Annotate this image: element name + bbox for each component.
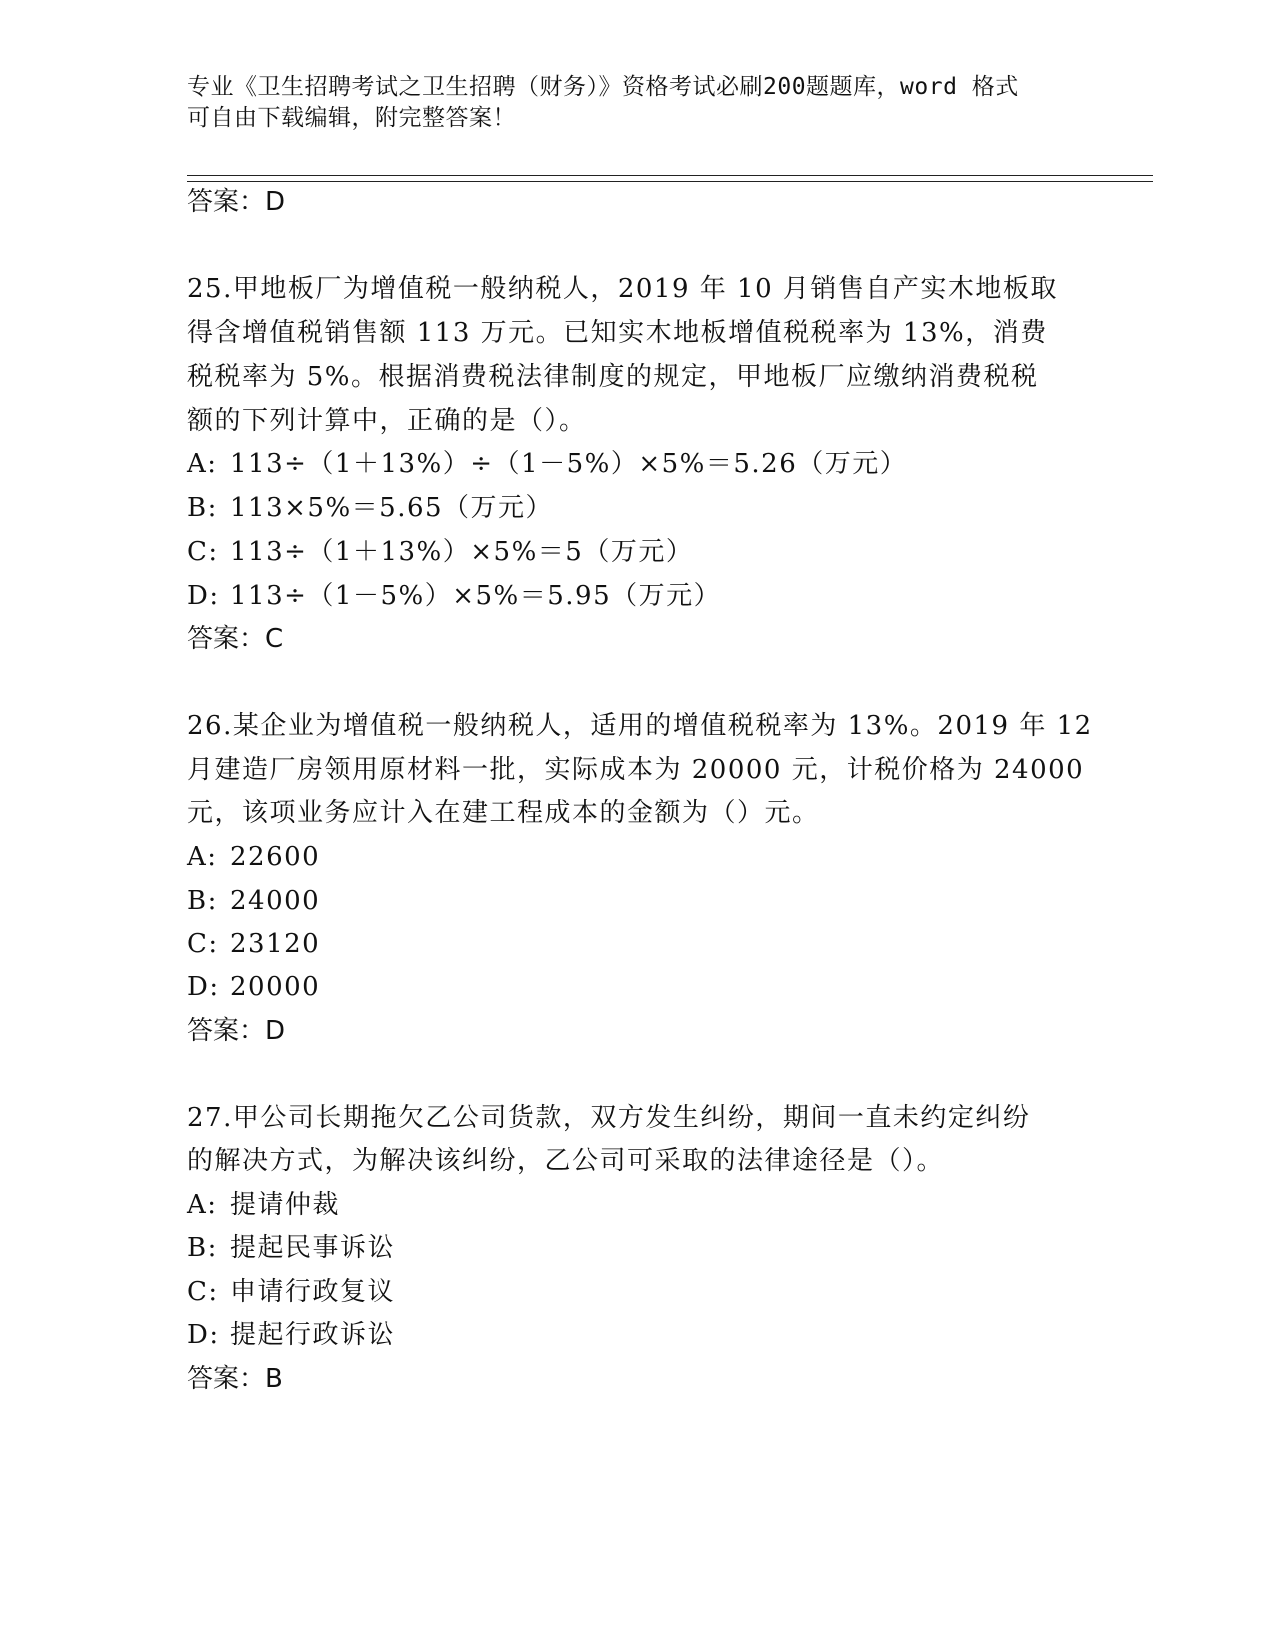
q27-option-b (187, 1233, 395, 1263)
header-line-1: 专业《卫生招聘考试之卫生招聘（财务）》资格考试必刷200题题库，word 格式 (187, 74, 1019, 100)
option-label: D: (187, 972, 220, 1002)
document-header (187, 72, 1087, 134)
option-text: 113×5%＝5.65（万元） (230, 493, 554, 523)
option-text: 提起民事诉讼 (230, 1233, 396, 1263)
option-label: B: (187, 1233, 218, 1263)
q26-stem-line-2: 月建造厂房领用原材料一批，实际成本为 20000 元，计税价格为 24000 (187, 755, 1085, 785)
option-label: A: (187, 1190, 218, 1220)
option-label: B: (187, 493, 218, 523)
q25-answer: 答案：C (187, 624, 284, 654)
previous-answer: 答案：D (187, 187, 286, 217)
option-label: A: (187, 842, 218, 872)
q25-option-a (187, 449, 907, 479)
q25-stem-line-3: 税税率为 5%。根据消费税法律制度的规定，甲地板厂应缴纳消费税税 (187, 362, 1039, 392)
q26-option-d (187, 972, 320, 1002)
option-label: D: (187, 581, 220, 611)
q25-stem-line-4: 额的下列计算中，正确的是（）。 (187, 406, 587, 436)
option-label: C: (187, 1277, 219, 1307)
q26-option-a (187, 842, 320, 872)
option-text: 24000 (230, 886, 321, 916)
q25-stem-line-2: 得含增值税销售额 113 万元。已知实木地板增值税税率为 13%，消费 (187, 318, 1048, 348)
header-line-2: 可自由下载编辑，附完整答案！ (187, 105, 516, 131)
q26-stem-line-3: 元，该项业务应计入在建工程成本的金额为（）元。 (187, 798, 820, 828)
option-label: D: (187, 1320, 220, 1350)
option-text: 113÷（1＋13%）×5%＝5（万元） (230, 537, 694, 567)
q27-option-c (187, 1277, 395, 1307)
option-text: 23120 (230, 929, 321, 959)
option-text: 20000 (230, 972, 321, 1002)
q27-option-a (187, 1190, 340, 1220)
q25-option-d (187, 581, 721, 611)
q25-option-c (187, 537, 693, 567)
q26-option-b (187, 886, 320, 916)
option-text: 22600 (230, 842, 321, 872)
q25-stem-line-1: 25.甲地板厂为增值税一般纳税人，2019 年 10 月销售自产实木地板取 (187, 274, 1058, 304)
option-text: 提起行政诉讼 (230, 1320, 396, 1350)
q26-option-c (187, 929, 320, 959)
option-text: 113÷（1－5%）×5%＝5.95（万元） (230, 581, 722, 611)
q27-stem-line-2: 的解决方式，为解决该纠纷，乙公司可采取的法律途径是（）。 (187, 1146, 945, 1176)
option-label: A: (187, 449, 218, 479)
q26-answer: 答案：D (187, 1016, 286, 1046)
q27-answer: 答案：B (187, 1364, 283, 1394)
option-text: 113÷（1＋13%）÷（1－5%）×5%＝5.26（万元） (230, 449, 908, 479)
q25-option-b (187, 493, 553, 523)
q27-stem-line-1: 27.甲公司长期拖欠乙公司货款，双方发生纠纷，期间一直未约定纠纷 (187, 1103, 1031, 1133)
option-label: C: (187, 929, 219, 959)
q27-option-d (187, 1320, 395, 1350)
header-divider-bottom (187, 181, 1153, 182)
option-label: C: (187, 537, 219, 567)
header-divider-top (187, 175, 1153, 176)
option-text: 提请仲裁 (230, 1190, 341, 1220)
option-label: B: (187, 886, 218, 916)
option-text: 申请行政复议 (230, 1277, 396, 1307)
q26-stem-line-1: 26.某企业为增值税一般纳税人，适用的增值税税率为 13%。2019 年 12 (187, 711, 1093, 741)
